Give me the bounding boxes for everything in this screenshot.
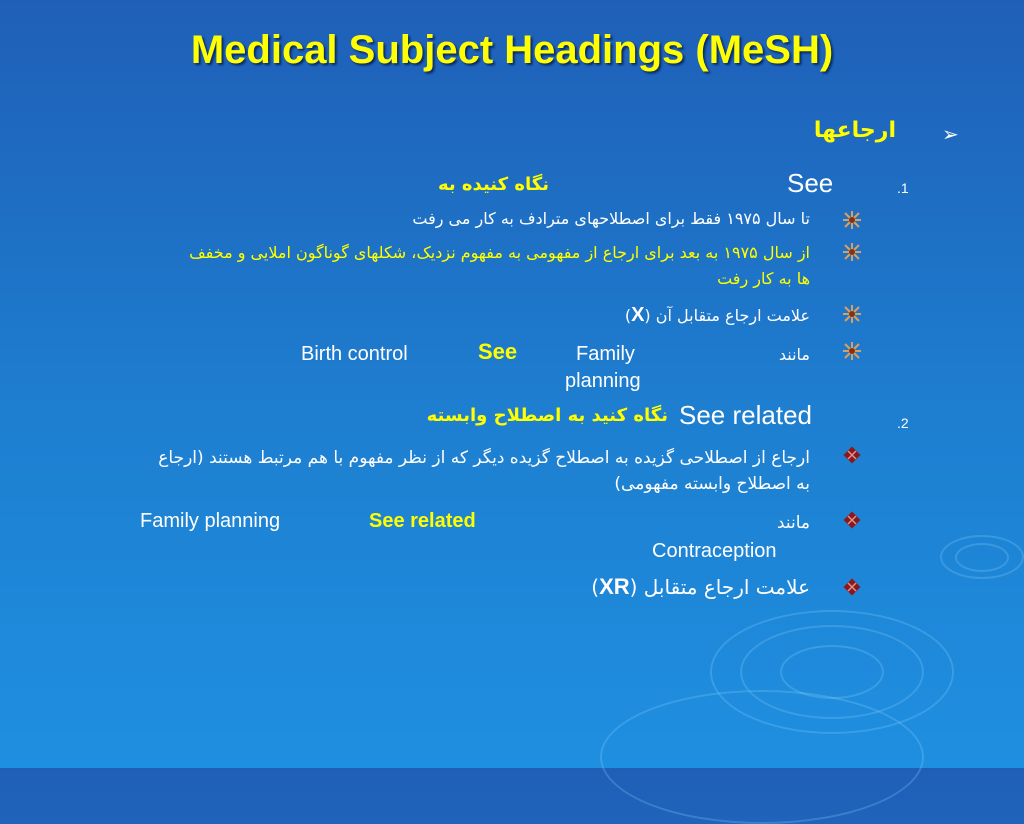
example-term-planning: planning	[565, 370, 641, 392]
example-term-family-planning: Family planning	[140, 510, 281, 532]
starburst-bullet-icon	[842, 304, 862, 324]
section2-bullet1	[50, 445, 810, 497]
example-see-related: See related	[369, 510, 476, 532]
bug-bullet-icon	[842, 445, 862, 465]
section1-bullet2-line2: ها به کار رفت	[717, 269, 810, 288]
section-heading: ارجاعها	[813, 118, 896, 143]
section1-see: See	[787, 168, 834, 198]
section2-bullet1-line1: ارجاع از اصطلاحی گزیده به اصطلاح گزیده دیگر که از نظر مفهوم با هم مرتبط هستند (ارجاع	[158, 448, 810, 468]
example-term-contraception: Contraception	[652, 540, 777, 562]
section1-bullet2	[50, 240, 810, 292]
section1-bullet3	[625, 302, 810, 329]
section2-bullet1-line2: به اصطلاح وابسته مفهومی)	[614, 474, 810, 494]
section1-bullet2-line1: از سال ۱۹۷۵ به بعد برای ارجاع از مفهومی به مفهوم نزدیک، شکلهای گوناگون املایی و مخفف	[189, 243, 810, 262]
bullet3-text: علامت ارجاع متقابل آن (	[644, 306, 810, 325]
section2-number: .2	[897, 415, 909, 431]
arrow-bullet-icon: ➢	[942, 122, 959, 146]
starburst-bullet-icon	[842, 210, 862, 230]
section2-persian: نگاه کنید به اصطلاح وابسته	[426, 405, 668, 426]
starburst-bullet-icon	[842, 341, 862, 361]
example-term-birth-control: Birth control	[301, 343, 408, 365]
bug-bullet-icon	[842, 510, 862, 530]
section1-number: .1	[897, 180, 909, 196]
section1-persian: نگاه کنیده به	[437, 174, 549, 195]
bullet3-text: علامت ارجاع متقابل (	[629, 575, 810, 599]
starburst-bullet-icon	[842, 242, 862, 262]
section2-see-related: See related	[679, 400, 812, 430]
section1-bullet1: تا سال ۱۹۷۵ فقط برای اصطلاحهای مترادف به کار می رفت	[412, 209, 810, 228]
bug-bullet-icon	[842, 577, 862, 597]
section1-bullet4-label: مانند	[778, 345, 810, 364]
cross-reference-symbol: X	[631, 304, 645, 326]
example-see: See	[478, 339, 518, 364]
cross-reference-symbol: XR	[599, 574, 630, 599]
section2-bullet2-label: مانند	[776, 513, 810, 533]
example-term-family: Family	[576, 343, 635, 365]
bullet3-close: )	[624, 306, 632, 325]
section2-bullet3	[591, 573, 810, 601]
bullet3-close: )	[591, 575, 600, 599]
slide-title: Medical Subject Headings (MeSH)	[190, 28, 834, 72]
